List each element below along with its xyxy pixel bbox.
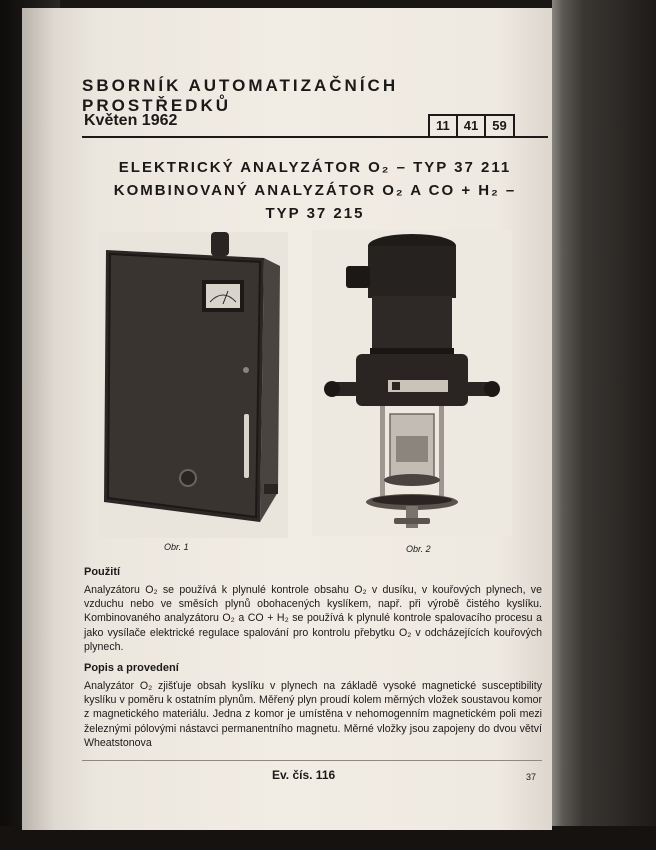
page-number: 37 [526, 772, 537, 782]
book-spine-right [552, 0, 656, 850]
figure-2-cylindrical-analyzer [312, 230, 512, 536]
code-cell: 41 [456, 116, 484, 136]
design-heading: Popis a provedení [84, 662, 179, 674]
title-line-1: ELEKTRICKÝ ANALYZÁTOR O₂ – TYP 37 211 [118, 159, 512, 176]
figure-2-caption: Obr. 2 [406, 544, 431, 554]
header-rule [82, 136, 548, 138]
registration-number: Ev. čís. 116 [272, 768, 336, 782]
publication-title: SBORNÍK AUTOMATIZAČNÍCH PROSTŘEDKŮ [82, 76, 399, 115]
code-cell: 11 [436, 118, 450, 133]
footer-rule [82, 760, 542, 761]
figure-1-cabinet-analyzer [98, 232, 288, 538]
article-title [82, 156, 548, 225]
catalog-page [22, 8, 552, 830]
figure-1-caption: Obr. 1 [164, 542, 189, 552]
usage-heading: Použití [84, 566, 121, 578]
issue-date: Květen 1962 [84, 112, 178, 129]
title-line-2: KOMBINOVANÝ ANALYZÁTOR O₂ A CO + H₂ – [113, 182, 517, 199]
usage-paragraph: Analyzátoru O₂ se používá k plynulé kontrole obsahu O₂ v dusíku, v kouřových plynech, ve vzduchu nebo ve směsích plynů obohacených kyslíkem, např. při výrobě čistého kyslíku. Kombinovaného analyzátoru O₂ a CO + H₂ se používá k plynulé kontrole spalovacího procesu a jako vysílače elektrické regulace spalování pro kontrolu přebytku O₂ v odcházejících kouřových plynech. [84, 584, 542, 653]
design-paragraph: Analyzátor O₂ zjišťuje obsah kyslíku v plynech na základě vysoké magnetické susceptibility kyslíku v poměru k ostatním plynům. Měřený plyn proudí kolem měrných vložek soustavou komor z magnetického materiálu. Jedna z komor je umístěna v nehomogenním magnetickém poli mezi železnými pólovými nástavci permanentního magnetu. Měrné vložky jsou zapojeny do dvou větví Wheatstonova [84, 680, 542, 749]
classification-code [428, 114, 515, 138]
title-line-3: TYP 37 215 [265, 205, 365, 222]
code-cell: 59 [484, 116, 512, 136]
